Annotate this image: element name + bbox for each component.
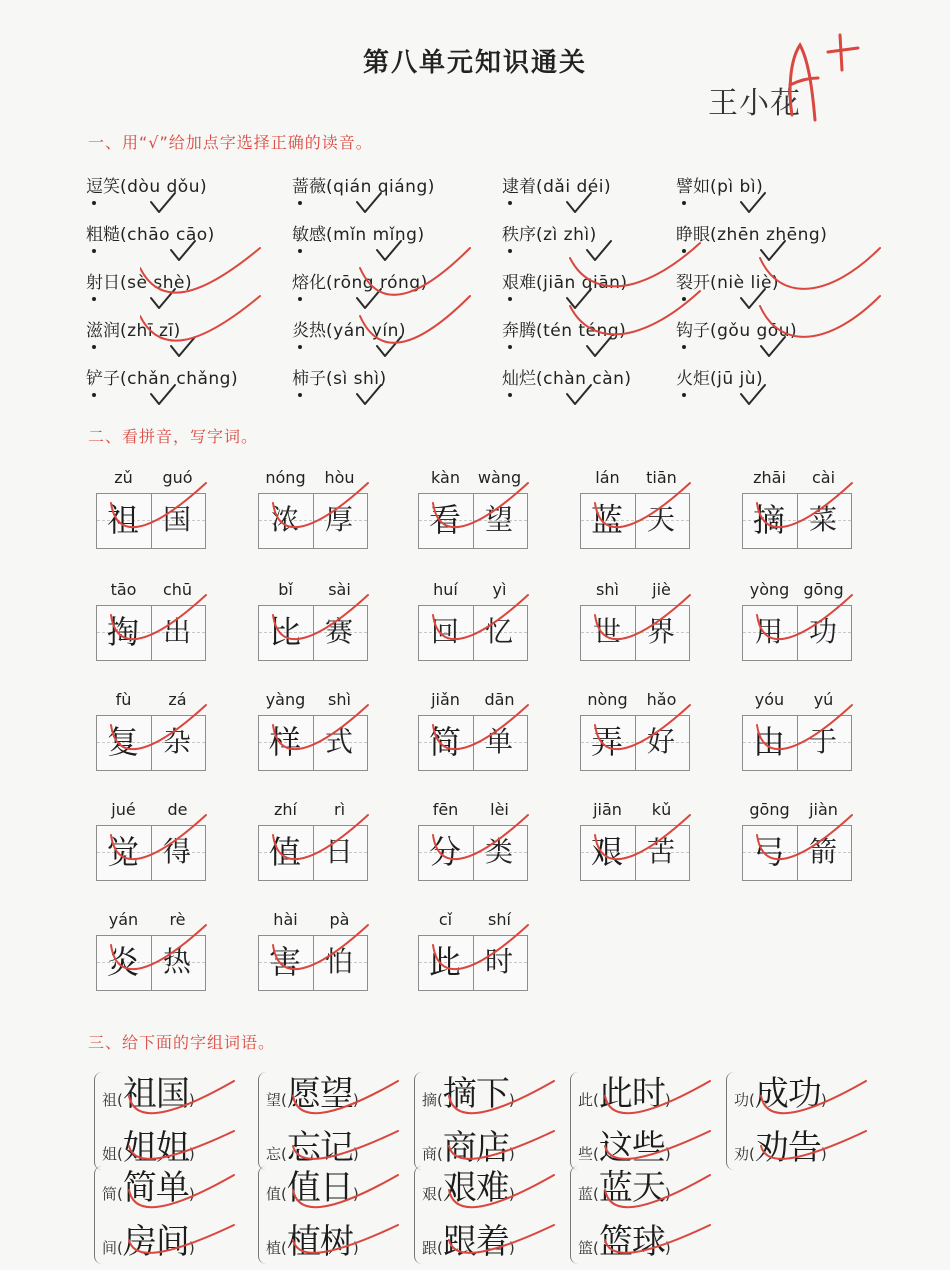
pinyin-2: pà: [329, 910, 350, 929]
paren-close: ): [508, 1145, 515, 1163]
base-char: 蓝: [578, 1185, 594, 1203]
answer-word: 祖国: [122, 1074, 189, 1114]
pinyin-word-box: [258, 910, 368, 1010]
written-char-1: 祖: [106, 501, 139, 539]
paren-close: ): [664, 1091, 671, 1109]
pinyin-2: jiàn: [809, 800, 838, 819]
paren-open: (: [593, 1185, 599, 1203]
base-char: 望: [266, 1091, 282, 1109]
pronunciation-item: [86, 220, 215, 245]
target-word: 滋润: [86, 321, 120, 341]
paren-open: (: [117, 1145, 123, 1163]
target-word: 裂开: [676, 273, 710, 293]
pinyin-2: shì: [328, 690, 351, 709]
pinyin-options: (zhēn zhēng): [710, 225, 828, 245]
section1-heading: 一、用“√”给加点字选择正确的读音。: [88, 133, 373, 152]
pinyin-options: (zì zhì): [536, 225, 597, 245]
pinyin-2: yì: [492, 580, 507, 599]
pinyin-options: (chàn càn): [536, 369, 632, 389]
pronunciation-item: [86, 172, 207, 197]
pinyin-2: wàng: [477, 468, 522, 487]
emphasis-dot: [682, 201, 686, 205]
pinyin-1: nòng: [587, 690, 628, 709]
pinyin-word-box: [418, 910, 528, 1010]
grade-mark: [770, 30, 880, 130]
paren-close: ): [188, 1185, 195, 1203]
pinyin-2: hǎo: [646, 690, 677, 709]
pinyin-1: jiǎn: [431, 690, 460, 709]
pinyin-options: (pì bì): [710, 177, 764, 197]
written-char-1: 弄: [590, 723, 623, 761]
written-char-1: 值: [268, 833, 301, 871]
emphasis-dot: [508, 345, 512, 349]
answer-word: 艰难: [442, 1168, 509, 1208]
pinyin-1: huí: [433, 580, 458, 599]
pinyin-1: shì: [596, 580, 619, 599]
paren-open: (: [281, 1239, 287, 1257]
answer-word: 房间: [122, 1222, 189, 1262]
written-char-2: 苦: [646, 835, 675, 868]
paren-open: (: [749, 1145, 755, 1163]
emphasis-dot: [298, 249, 302, 253]
target-word: 秩序: [502, 225, 536, 245]
pinyin-1: tāo: [110, 580, 137, 599]
pinyin-2: yú: [813, 690, 834, 709]
target-word: 蔷薇: [292, 177, 326, 197]
written-char-1: 害: [268, 943, 301, 981]
pinyin-word-box: [580, 690, 690, 790]
written-char-2: 类: [484, 835, 513, 868]
target-word: 睁眼: [676, 225, 710, 245]
target-word: 奔腾: [502, 321, 536, 341]
paren-open: (: [437, 1239, 443, 1257]
target-word: 逗笑: [86, 177, 120, 197]
paren-close: ): [508, 1239, 515, 1257]
written-char-2: 界: [646, 615, 675, 648]
pinyin-1: hài: [273, 910, 298, 929]
base-char: 篮: [578, 1239, 594, 1257]
pinyin-2: hòu: [324, 468, 355, 487]
base-char: 祖: [102, 1091, 118, 1109]
emphasis-dot: [92, 393, 96, 397]
written-char-2: 式: [324, 725, 353, 758]
written-char-1: 复: [106, 723, 139, 761]
base-char: 此: [578, 1091, 594, 1109]
pronunciation-item: [292, 220, 425, 245]
pinyin-word-box: [418, 690, 528, 790]
pinyin-2: dān: [484, 690, 515, 709]
word-group: [94, 1160, 244, 1270]
written-char-1: 由: [752, 723, 785, 761]
pinyin-1: yán: [108, 910, 139, 929]
written-char-2: 国: [162, 503, 191, 536]
paren-close: ): [352, 1185, 359, 1203]
written-char-2: 单: [484, 725, 513, 758]
target-word: 艰难: [502, 273, 536, 293]
pronunciation-item: [502, 316, 626, 341]
answer-word: 蓝天: [598, 1168, 665, 1208]
paren-open: (: [117, 1239, 123, 1257]
pinyin-word-box: [418, 468, 528, 568]
pinyin-2: tiān: [646, 468, 677, 487]
paren-open: (: [593, 1145, 599, 1163]
pronunciation-item: [292, 316, 406, 341]
pinyin-2: rè: [169, 910, 186, 929]
written-char-2: 得: [162, 835, 191, 868]
page-title: 第八单元知识通关: [362, 48, 587, 78]
pronunciation-item: [676, 172, 763, 197]
emphasis-dot: [298, 393, 302, 397]
base-char: 忘: [266, 1145, 282, 1163]
pronunciation-item: [86, 316, 181, 341]
answer-word: 忘记: [286, 1128, 353, 1168]
emphasis-dot: [298, 201, 302, 205]
pinyin-word-box: [418, 800, 528, 900]
pinyin-word-box: [96, 468, 206, 568]
base-char: 简: [102, 1185, 118, 1203]
pinyin-2: zá: [168, 690, 187, 709]
written-char-2: 天: [646, 503, 675, 536]
pronunciation-item: [292, 172, 435, 197]
target-word: 火炬: [676, 369, 710, 389]
emphasis-dot: [682, 297, 686, 301]
written-char-1: 看: [428, 501, 461, 539]
pinyin-options: (dǎi déi): [536, 177, 612, 197]
pinyin-word-box: [742, 580, 852, 680]
student-name: 王小花: [708, 86, 801, 121]
answer-word: 跟着: [442, 1222, 509, 1262]
written-char-2: 于: [808, 725, 837, 758]
pinyin-word-box: [742, 468, 852, 568]
written-char-1: 掏: [106, 613, 139, 651]
section3-heading: 三、给下面的字组词语。: [88, 1033, 276, 1052]
written-char-1: 分: [428, 833, 461, 871]
pinyin-1: gōng: [749, 800, 790, 819]
paren-close: ): [508, 1185, 515, 1203]
pinyin-word-box: [580, 800, 690, 900]
written-char-1: 样: [268, 723, 301, 761]
written-char-1: 此: [428, 943, 461, 981]
pinyin-2: sài: [328, 580, 351, 599]
base-char: 功: [734, 1091, 750, 1109]
pinyin-1: yòng: [749, 580, 790, 599]
pinyin-options: (chāo cāo): [120, 225, 215, 245]
base-char: 值: [266, 1185, 282, 1203]
pinyin-1: jué: [111, 800, 136, 819]
written-char-1: 摘: [752, 501, 785, 539]
pinyin-word-box: [258, 690, 368, 790]
written-char-2: 好: [646, 725, 675, 758]
base-char: 劝: [734, 1145, 750, 1163]
section2-heading: 二、看拼音，写字词。: [88, 427, 259, 446]
pronunciation-item: [502, 364, 632, 389]
pinyin-2: de: [167, 800, 188, 819]
pinyin-1: zǔ: [114, 468, 133, 487]
paren-open: (: [437, 1145, 443, 1163]
pinyin-1: zhāi: [753, 468, 786, 487]
answer-word: 愿望: [286, 1074, 353, 1114]
pinyin-word-box: [96, 690, 206, 790]
pinyin-options: (zhī zī): [120, 321, 181, 341]
written-char-1: 蓝: [590, 501, 623, 539]
paren-open: (: [117, 1185, 123, 1203]
paren-open: (: [281, 1091, 287, 1109]
pinyin-word-box: [96, 910, 206, 1010]
pinyin-options: (gǒu gōu): [710, 321, 798, 341]
written-char-2: 忆: [484, 615, 513, 648]
target-word: 熔化: [292, 273, 326, 293]
pinyin-word-box: [580, 468, 690, 568]
written-char-1: 艰: [590, 833, 623, 871]
target-word: 粗糙: [86, 225, 120, 245]
pinyin-1: jiān: [593, 800, 622, 819]
emphasis-dot: [92, 345, 96, 349]
emphasis-dot: [298, 297, 302, 301]
target-word: 敏感: [292, 225, 326, 245]
pinyin-2: lèi: [490, 800, 509, 819]
word-group: [726, 1066, 876, 1176]
pinyin-1: bǐ: [278, 580, 293, 599]
target-word: 柿子: [292, 369, 326, 389]
pronunciation-item: [86, 268, 192, 293]
pinyin-options: (niè liè): [710, 273, 780, 293]
pinyin-2: cài: [811, 468, 836, 487]
written-char-1: 弓: [752, 833, 785, 871]
base-char: 植: [266, 1239, 282, 1257]
written-char-1: 简: [428, 723, 461, 761]
emphasis-dot: [508, 393, 512, 397]
target-word: 逮着: [502, 177, 536, 197]
written-char-2: 杂: [162, 725, 191, 758]
pinyin-1: fù: [115, 690, 132, 709]
written-char-1: 用: [754, 615, 783, 648]
written-char-2: 功: [808, 615, 837, 648]
pinyin-1: fēn: [432, 800, 459, 819]
pinyin-options: (mǐn mǐng): [326, 225, 425, 245]
paren-close: ): [188, 1145, 195, 1163]
pinyin-options: (jiān qiān): [536, 273, 628, 293]
pronunciation-item: [502, 172, 611, 197]
pinyin-2: rì: [333, 800, 346, 819]
written-char-1: 回: [430, 615, 459, 648]
written-char-2: 时: [484, 945, 513, 978]
emphasis-dot: [682, 249, 686, 253]
pinyin-word-box: [418, 580, 528, 680]
emphasis-dot: [298, 345, 302, 349]
written-char-2: 厚: [324, 503, 353, 536]
word-group: [258, 1160, 408, 1270]
answer-word: 姐姐: [122, 1128, 189, 1168]
paren-open: (: [281, 1185, 287, 1203]
emphasis-dot: [682, 345, 686, 349]
emphasis-dot: [508, 297, 512, 301]
paren-close: ): [352, 1091, 359, 1109]
written-char-1: 炎: [106, 943, 139, 981]
answer-word: 植树: [286, 1222, 353, 1262]
paren-close: ): [188, 1239, 195, 1257]
pinyin-options: (rōng róng): [326, 273, 428, 293]
written-char-1: 觉: [106, 833, 139, 871]
paren-open: (: [281, 1145, 287, 1163]
paren-close: ): [664, 1145, 671, 1163]
target-word: 铲子: [86, 369, 120, 389]
target-word: 炎热: [292, 321, 326, 341]
paren-open: (: [749, 1091, 755, 1109]
pinyin-word-box: [258, 468, 368, 568]
pronunciation-item: [86, 364, 238, 389]
written-char-2: 菜: [808, 503, 837, 536]
target-word: 钩子: [676, 321, 710, 341]
paren-open: (: [593, 1091, 599, 1109]
written-char-1: 浓: [270, 503, 299, 536]
emphasis-dot: [92, 201, 96, 205]
pinyin-1: zhí: [274, 800, 297, 819]
base-char: 跟: [422, 1239, 438, 1257]
pinyin-word-box: [742, 800, 852, 900]
written-char-2: 赛: [324, 615, 353, 648]
pinyin-options: (jū jù): [710, 369, 764, 389]
pronunciation-item: [292, 268, 428, 293]
pinyin-2: jiè: [652, 580, 671, 599]
answer-word: 劝告: [754, 1128, 821, 1168]
emphasis-dot: [682, 393, 686, 397]
base-char: 艰: [422, 1185, 438, 1203]
pronunciation-item: [676, 220, 827, 245]
pinyin-options: (chǎn chǎng): [120, 369, 239, 389]
word-group: [570, 1160, 720, 1270]
pinyin-1: yàng: [265, 690, 306, 709]
written-char-2: 望: [484, 503, 513, 536]
target-word: 射日: [86, 273, 120, 293]
pinyin-options: (sè shè): [120, 273, 193, 293]
pinyin-2: guó: [162, 468, 193, 487]
target-word: 灿烂: [502, 369, 536, 389]
written-char-2: 日: [324, 835, 353, 868]
base-char: 间: [102, 1239, 118, 1257]
pinyin-1: yóu: [754, 690, 785, 709]
base-char: 些: [578, 1145, 594, 1163]
target-word: 譬如: [676, 177, 710, 197]
written-char-2: 怕: [324, 945, 353, 978]
answer-word: 商店: [442, 1128, 509, 1168]
pinyin-2: chū: [162, 580, 193, 599]
written-char-2: 热: [162, 945, 191, 978]
answer-word: 值日: [286, 1168, 353, 1208]
paren-open: (: [437, 1185, 443, 1203]
emphasis-dot: [92, 297, 96, 301]
answer-word: 此时: [598, 1074, 665, 1114]
paren-open: (: [437, 1091, 443, 1109]
answer-word: 简单: [122, 1168, 189, 1208]
paren-open: (: [117, 1091, 123, 1109]
answer-word: 摘下: [442, 1074, 509, 1114]
pronunciation-item: [292, 364, 387, 389]
pronunciation-item: [676, 268, 779, 293]
paren-close: ): [820, 1091, 827, 1109]
pronunciation-item: [676, 364, 763, 389]
answer-word: 成功: [754, 1074, 821, 1114]
pinyin-word-box: [96, 580, 206, 680]
written-char-2: 出: [162, 615, 191, 648]
pinyin-2: gōng: [803, 580, 844, 599]
pinyin-2: shí: [488, 910, 511, 929]
paren-close: ): [352, 1145, 359, 1163]
answer-word: 这些: [598, 1128, 665, 1168]
written-char-1: 世: [592, 615, 621, 648]
base-char: 姐: [102, 1145, 118, 1163]
pinyin-options: (yán yín): [326, 321, 406, 341]
pinyin-options: (tén téng): [536, 321, 627, 341]
written-char-2: 箭: [808, 835, 837, 868]
pronunciation-item: [676, 316, 797, 341]
pinyin-word-box: [742, 690, 852, 790]
pinyin-options: (qián qiáng): [326, 177, 435, 197]
written-char-1: 比: [268, 613, 301, 651]
paren-close: ): [508, 1091, 515, 1109]
paren-open: (: [593, 1239, 599, 1257]
paren-close: ): [352, 1239, 359, 1257]
paren-close: ): [820, 1145, 827, 1163]
paren-close: ): [664, 1239, 671, 1257]
pronunciation-item: [502, 268, 628, 293]
paren-close: ): [188, 1091, 195, 1109]
pinyin-1: nóng: [265, 468, 306, 487]
pinyin-word-box: [258, 580, 368, 680]
emphasis-dot: [508, 201, 512, 205]
answer-word: 篮球: [598, 1222, 665, 1262]
pinyin-word-box: [258, 800, 368, 900]
base-char: 商: [422, 1145, 438, 1163]
pinyin-1: kàn: [431, 468, 460, 487]
pinyin-1: lán: [595, 468, 620, 487]
emphasis-dot: [92, 249, 96, 253]
pinyin-options: (sì shì): [326, 369, 387, 389]
emphasis-dot: [508, 249, 512, 253]
paren-close: ): [664, 1185, 671, 1203]
pronunciation-item: [502, 220, 597, 245]
pinyin-2: kǔ: [651, 800, 672, 819]
base-char: 摘: [422, 1091, 438, 1109]
pinyin-word-box: [580, 580, 690, 680]
word-group: [414, 1160, 564, 1270]
pinyin-options: (dòu dǒu): [120, 177, 208, 197]
pinyin-1: cǐ: [438, 910, 453, 929]
pinyin-word-box: [96, 800, 206, 900]
